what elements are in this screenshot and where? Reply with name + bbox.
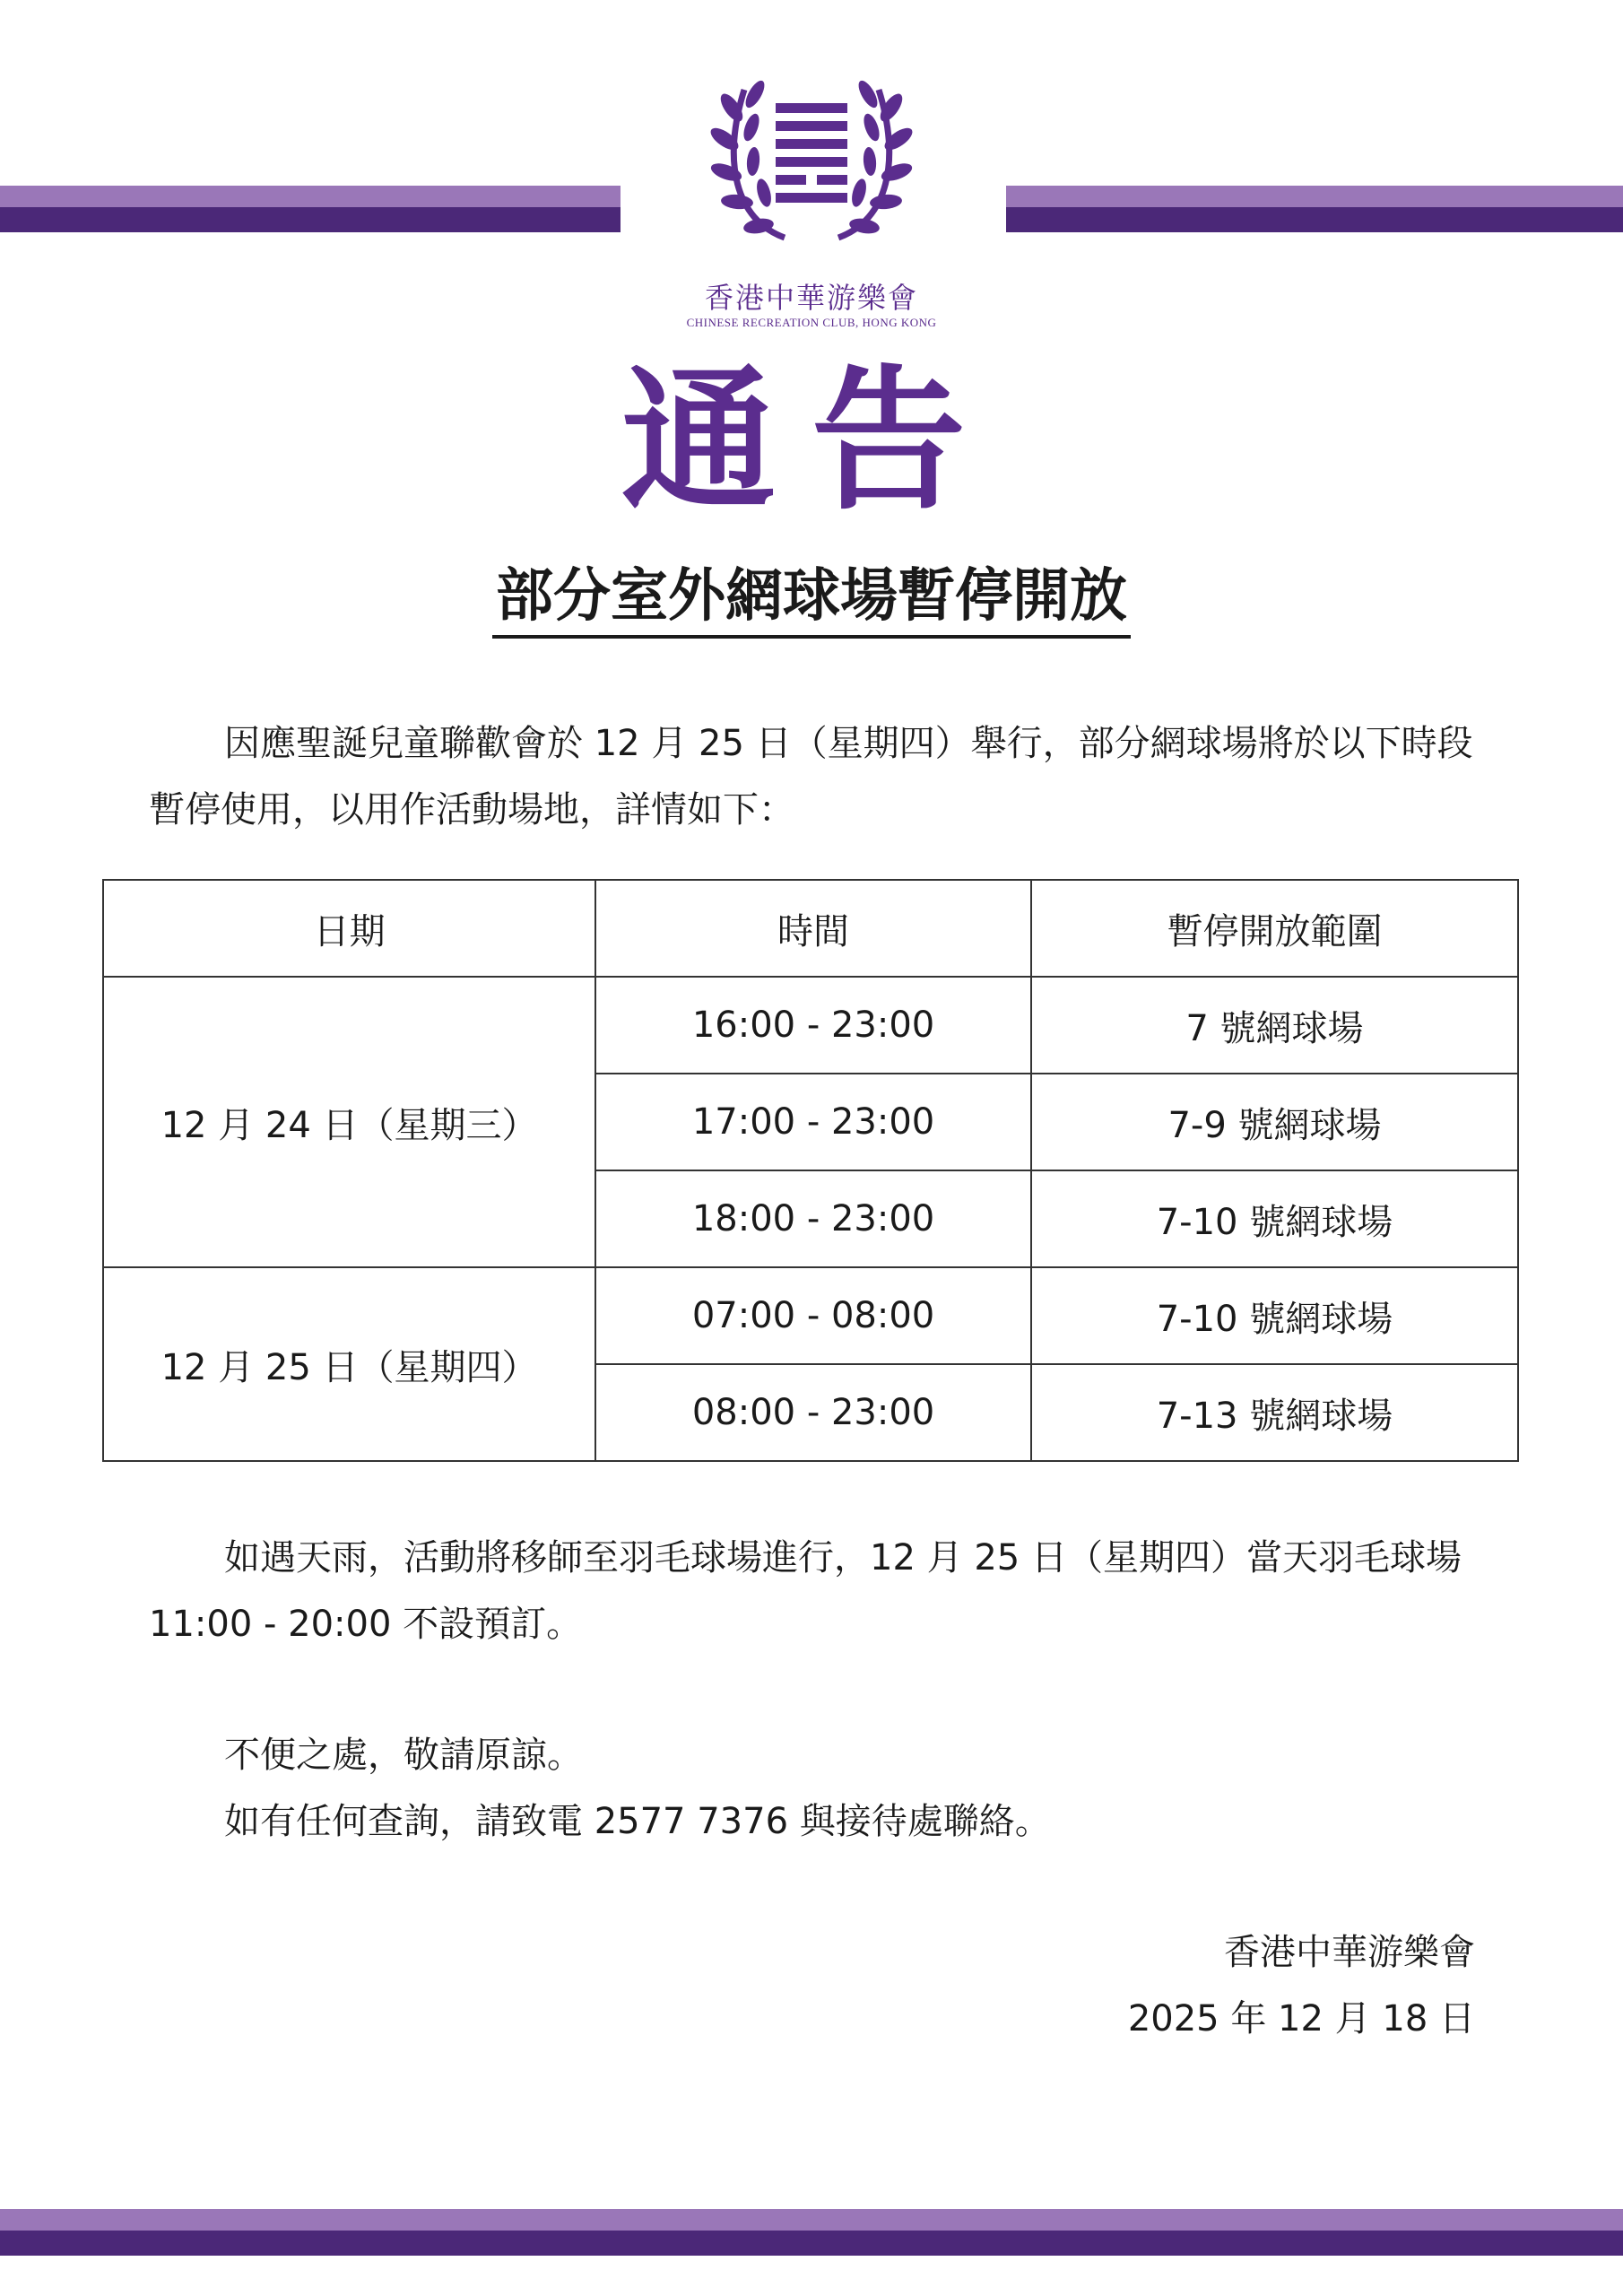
scope-cell: 7-13 號網球場 [1031,1364,1518,1461]
table-header-row [103,880,1518,977]
club-logo-emblem [699,54,924,260]
header-date: 日期 [103,880,595,977]
intro-text: 因應聖誕兒童聯歡會於 12 月 25 日（星期四）舉行，部分網球場將於以下時段暫停使用，以用作活動場地，詳情如下： [149,723,1473,831]
notice-subtitle: 部分室外網球場暫停開放 [492,563,1131,639]
enquiry-paragraph [149,1788,1494,1855]
time-cell: 17:00 - 23:00 [595,1074,1031,1170]
time-cell: 16:00 - 23:00 [595,977,1031,1074]
time-cell: 08:00 - 23:00 [595,1364,1031,1461]
scope-cell: 7-10 號網球場 [1031,1267,1518,1364]
scope-cell: 7-9 號網球場 [1031,1074,1518,1170]
apology-text: 不便之處，敬請原諒。 [224,1735,583,1776]
club-name-chinese: 香港中華游樂會 [704,281,918,315]
intro-paragraph [149,710,1494,843]
signature-organisation: 香港中華游樂會 [1224,1932,1475,1973]
club-name-english: CHINESE RECREATION CLUB, HONG KONG [686,316,937,329]
header-time: 時間 [595,880,1031,977]
rain-note-paragraph [149,1525,1494,1657]
header-band-right [1006,186,1623,232]
footer-band [0,2209,1623,2256]
date-cell: 12 月 25 日（星期四） [103,1267,595,1461]
time-cell: 18:00 - 23:00 [595,1170,1031,1267]
enquiry-text: 如有任何查詢，請致電 2577 7376 與接待處聯絡。 [224,1801,1051,1842]
table-row [103,977,1518,1074]
subtitle-wrapper [0,563,1623,639]
apology-paragraph [149,1722,1494,1788]
date-cell: 12 月 24 日（星期三） [103,977,595,1267]
header-band-left [0,186,621,232]
closure-schedule-table [102,879,1519,1462]
scope-cell: 7-10 號網球場 [1031,1170,1518,1267]
notice-title: 通告 [621,351,1002,531]
header-scope: 暫停開放範圍 [1031,880,1518,977]
table-row [103,1267,1518,1364]
signature-date: 2025 年 12 月 18 日 [1127,1998,1475,2039]
rain-note-text: 如遇天雨，活動將移師至羽毛球場進行，12 月 25 日（星期四）當天羽毛球場 11:00 - 20:00 不設預訂。 [149,1537,1462,1645]
scope-cell: 7 號網球場 [1031,977,1518,1074]
time-cell: 07:00 - 08:00 [595,1267,1031,1364]
